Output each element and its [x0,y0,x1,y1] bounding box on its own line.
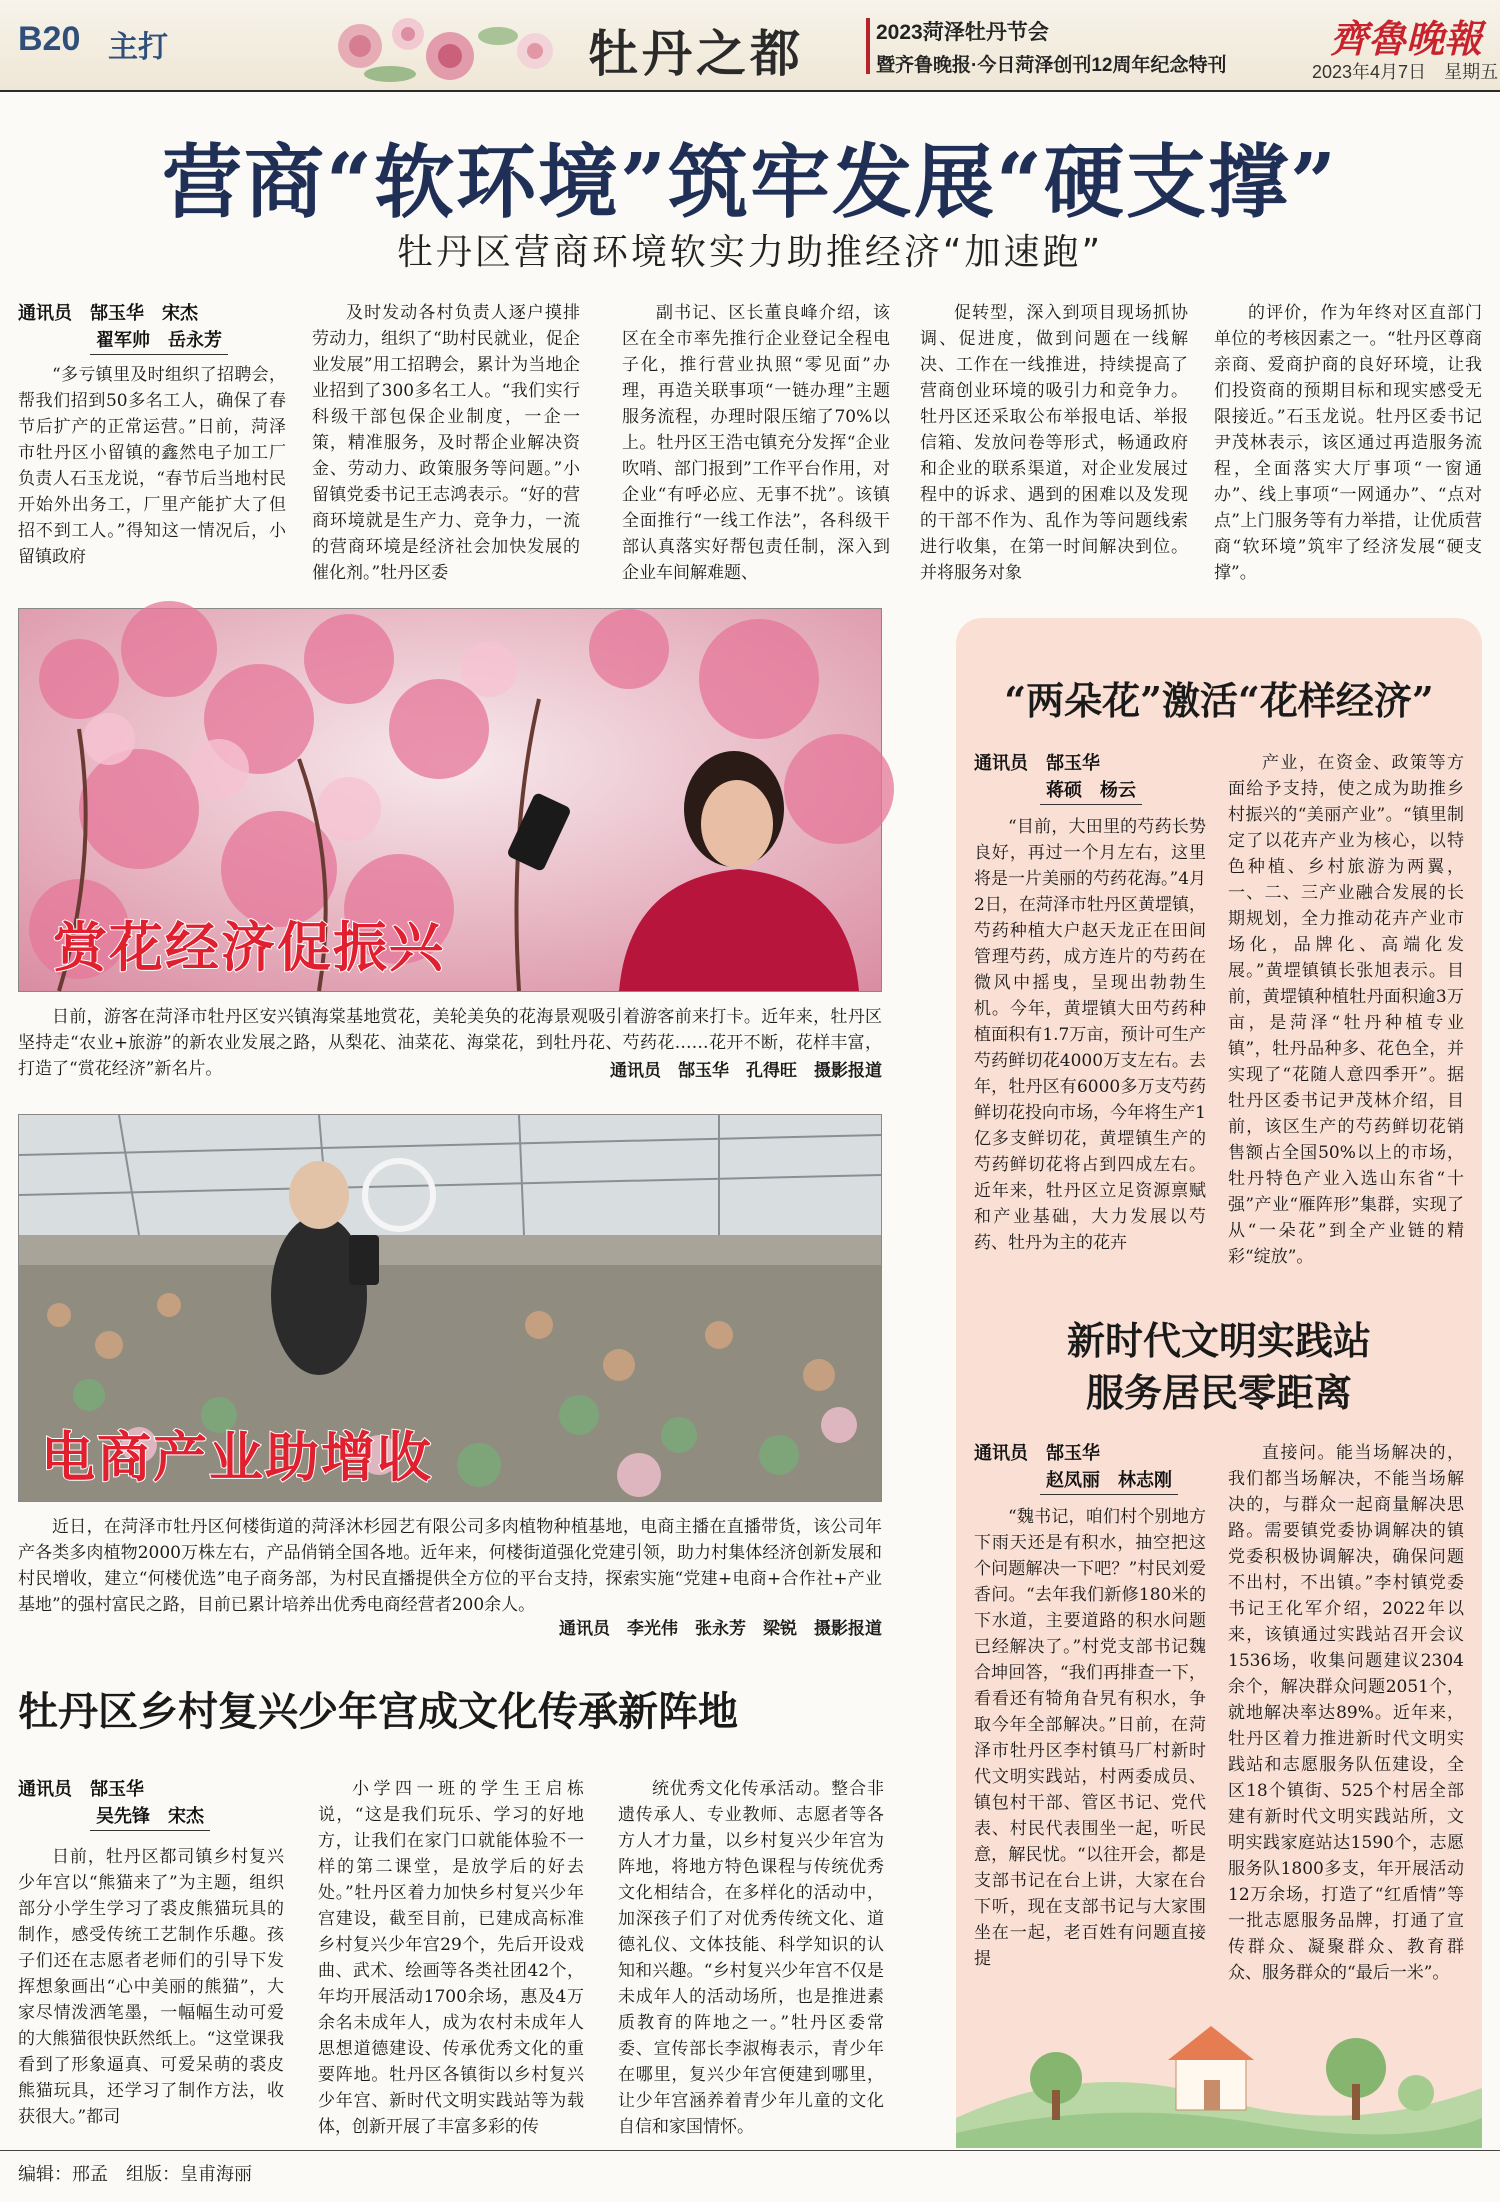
byline-names: 赵凤丽 林志刚 [1040,1467,1178,1495]
right-sidebar-panel [956,618,1482,2148]
byline-names: 吴先锋 宋杰 [90,1803,210,1831]
masthead [0,0,1500,92]
issue-date: 2023年4月7日 星期五 [1312,62,1499,82]
civil-article-title-line2: 服务居民零距离 [1085,1370,1352,1415]
main-headline: 营商“软环境”筑牢发展“硬支撑” [161,135,1339,229]
photo2-credit: 通讯员 李光伟 张永芳 梁锐 摄影报道 [559,1619,882,1638]
byline-names: 翟军帅 岳永芳 [90,327,228,355]
youth-article-column-3: 统优秀文化传承活动。整合非遗传承人、专业教师、志愿者等各方人才力量，以乡村复兴少年宫为阵地，将地方特色课程与传统优秀文化相结合，在多样化的活动中，加深孩子们了对优秀传统文化、道德礼仪、文体技能、科学知识的认知和兴趣。“乡村复兴少年宫不仅是未成年人的活动场所，也是推进素质教育的阵地之一。”牡丹区委常委、宣传部长李淑梅表示，青少年在哪里，复兴少年宫便建到哪里，让少年宫涵养着青少年儿童的文化自信和家国情怀。 [618,1779,884,2137]
column-title: 牡丹之都 [588,24,804,83]
civil-article-title-line1: 新时代文明实践站 [1066,1318,1371,1363]
lead-article-column-5: 的评价，作为年终对区直部门单位的考核因素之一。“牡丹区尊商亲商、爱商护商的良好环境，让我们投资商的预期目标和现实感受无限接近。”石玉龙说。牡丹区委书记尹茂林表示，该区通过再造服务流程，全面落实大厅事项“一窗通办”、线上事项“一网通办”、“点对点”上门服务等有力举措，让优质营商“软环境”筑牢了经济发展“硬支撑”。 [1214,303,1482,583]
special-accent-bar [866,18,870,74]
byline-label: 通讯员 郜玉华 [18,1779,144,1799]
byline-names: 蒋硕 杨云 [1040,777,1142,805]
lead-article-column-4: 促转型，深入到项目现场抓协调、促进度，做到问题在一线解决、工作在一线推进，持续提高了营商创业环境的吸引力和竞争力。牡丹区还采取公布举报电话、举报信箱、发放问卷等形式，畅通政府和企业的联系渠道，对企业发展过程中的诉求、遇到的困难以及发现的干部不作为、乱作为等问题线索进行收集，在第一时间解决到位。并将服务对象 [920,303,1188,583]
lead-article-column-3: 副书记、区长董良峰介绍，该区在全市率先推行企业登记全程电子化，推行营业执照“零见面”办理，再造关联事项“一链办理”主题服务流程，办理时限压缩了70%以上。牡丹区王浩屯镇充分发挥“企业吹哨、部门报到”工作平台作用，对企业“有呼必应、无事不扰”。该镇全面推行“一线工作法”，各科级干部认真落实好帮包责任制，深入到企业车间解难题、 [622,303,890,583]
photo1-credit: 通讯员 郜玉华 孔得旺 摄影报道 [610,1061,882,1080]
civil-byline [974,1440,1214,1495]
youth-article-title: 牡丹区乡村复兴少年宫成文化传承新阵地 [18,1688,738,1735]
section-name: 主打 [108,30,168,65]
youth-article-column-2: 小学四一班的学生王启栋说，“这是我们玩乐、学习的好地方，让我们在家门口就能体验不一样的第二课堂，是放学后的好去处。”牡丹区着力加快乡村复兴少年宫建设，截至目前，已建成高标准乡村复兴少年宫29个，先后开设戏曲、武术、绘画等各类社团42个，年均开展活动1700余场，惠及4万余名未成年人，成为农村未成年人思想道德建设、传承优秀文化的重要阵地。牡丹区各镇街以乡村复兴少年宫、新时代文明实践站等为载体，创新开展了丰富多彩的传 [318,1779,584,2137]
photo1-caption: 日前，游客在菏泽市牡丹区安兴镇海棠基地赏花，美轮美奂的花海景观吸引着游客前来打卡。近年来，牡丹区坚持走“农业+旅游”的新农业发展之路，从梨花、油菜花、海棠花，到牡丹花、芍药花……花开不断，花样丰富，打造了“赏花经济”新名片。 [18,1007,882,1079]
flowers-byline [974,750,1214,805]
photo-flower-tourist [18,608,882,992]
special-edition-line2: 暨齐鲁晚报·今日菏泽创刊12周年纪念特刊 [876,55,1227,76]
civil-column-1: “魏书记，咱们村个别地方下雨天还是有积水，抽空把这个问题解决一下吧？”村民刘爱香问。“去年我们新修180米的下水道，主要道路的积水问题已经解决了。”村党支部书记魏合坤回答，“我们再排查一下，看看还有犄角旮旯有积水，争取今年全部解决。”日前，在菏泽市牡丹区李村镇马厂村新时代文明实践站，村两委成员、镇包村干部、管区书记、党代表、村民代表围坐一起，听民意，解民忧。“以往开会，都是支部书记在台上讲，大家在台下听，现在支部书记与大家围坐在一起，老百姓有问题直接提 [974,1507,1206,1969]
photo2-caption: 近日，在菏泽市牡丹区何楼街道的菏泽沐杉园艺有限公司多肉植物种植基地，电商主播在直播带货，该公司年产各类多肉植物2000万株左右，产品俏销全国各地。近年来，何楼街道强化党建引领，助力村集体经济创新发展和村民增收，建立“何楼优选”电子商务部，为村民直播提供全方位的平台支持，探索实施“党建+电商+合作社+产业基地”的强村富民之路，目前已累计培养出优秀电商经营者200余人。 [18,1517,882,1615]
flowers-column-2: 产业，在资金、政策等方面给予支持，使之成为助推乡村振兴的“美丽产业”。“镇里制定了以花卉产业为核心，以特色种植、乡村旅游为两翼，一、二、三产业融合发展的长期规划，全力推动花卉产业市场化，品牌化、高端化发展。”黄堽镇镇长张旭表示。目前，黄堽镇种植牡丹面积逾3万亩，是菏泽“牡丹种植专业镇”，牡丹品种多、花色全，并实现了“花随人意四季开”。据牡丹区委书记尹茂林介绍，目前，该区生产的芍药鲜切花销售额占全国50%以上的市场，牡丹特色产业入选山东省“十强”产业“雁阵形”集群，实现了从“一朵花”到全产业链的精彩“绽放”。 [1228,753,1464,1267]
byline-label: 通讯员 郜玉华 [974,1443,1100,1463]
photo1-overlay-title: 赏花经济促振兴 [53,915,445,979]
page-number: B20 [18,20,81,58]
lead-article-column-2: 及时发动各村负责人逐户摸排劳动力，组织了“助村民就业，促企业发展”用工招聘会，累计为当地企业招到了300多名工人。“我们实行科级干部包保企业制度，一企一策，精准服务，及时帮企业解决资金、劳动力、政策服务等问题。”小留镇党委书记王志鸿表示。“好的营商环境就是生产力、竞争力，一流的营商环境是经济社会加快发展的催化剂。”牡丹区委 [312,303,580,583]
sub-headline: 牡丹区营商环境软实力助推经济“加速跑” [396,232,1104,273]
editor-credit: 编辑：邢孟 组版：皇甫海丽 [18,2164,252,2184]
flowers-article-title: “两朵花”激活“花样经济” [1004,678,1434,723]
byline-label: 通讯员 郜玉华 宋杰 [18,303,198,323]
youth-byline [18,1776,288,1831]
photo2-overlay-title: 电商产业助增收 [41,1425,433,1489]
flowers-column-1: “目前，大田里的芍药长势良好，再过一个月左右，这里将是一片美丽的芍药花海。”4月2日，在菏泽市牡丹区黄堽镇，芍药种植大户赵天龙正在田间管理芍药，成方连片的芍药在微风中摇曳，呈现出勃勃生机。今年，黄堽镇大田芍药种植面积有1.7万亩，预计可生产芍药鲜切花4000万支左右。去年，牡丹区有6000多万支芍药鲜切花投向市场，今年将生产1亿多支鲜切花，黄堽镇生产的芍药鲜切花将占到四成左右。近年来，牡丹区立足资源禀赋和产业基础，大力发展以芍药、牡丹为主的花卉 [974,817,1207,1253]
photo-succulent-livestream [18,1114,882,1502]
lead-article-column-1: “多亏镇里及时组织了招聘会，帮我们招到50多名工人，确保了春节后扩产的正常运营。”日前，菏泽市牡丹区小留镇的鑫然电子加工厂负责人石玉龙说，“春节后当地村民开始外出务工，厂里产能扩大了但招不到工人。”得知这一情况后，小留镇政府 [18,365,286,567]
byline-label: 通讯员 郜玉华 [974,753,1100,773]
special-edition-line1: 2023菏泽牡丹节会 [876,21,1049,44]
footer-rule [0,2150,1500,2151]
village-landscape-icon [956,1998,1482,2148]
youth-article-column-1: 日前，牡丹区都司镇乡村复兴少年宫以“熊猫来了”为主题，组织部分小学生学习了裘皮熊猫玩具的制作，感受传统工艺制作乐趣。孩子们还在志愿者老师们的引导下发挥想象画出“心中美丽的熊猫”，大家尽情泼洒笔墨，一幅幅生动可爱的大熊猫很快跃然纸上。“这堂课我看到了形象逼真、可爱呆萌的裘皮熊猫玩具，还学习了制作方法，收获很大。”都司 [18,1847,284,2127]
lead-byline [18,300,288,355]
newspaper-logo: 齊魯晚報 [1330,16,1483,61]
civil-column-2: 直接问。能当场解决的，我们都当场解决，不能当场解决的，与群众一起商量解决思路。需要镇党委协调解决的镇党委积极协调解决，确保问题不出村，不出镇。”李村镇党委书记王化军介绍，2022年以来，该镇通过实践站召开会议1536场，收集问题建议2304余个，解决群众问题2051个，就地解决率达89%。近年来，牡丹区着力推进新时代文明实践站和志愿服务队伍建设，全区18个镇街、525个村居全部建有新时代文明实践站所，文明实践家庭站达1590个，志愿服务队1800多支，年开展活动12万余场，打造了“红盾情”等一批志愿服务品牌，打通了宣传群众、凝聚群众、教育群众、服务群众的“最后一米”。 [1228,1443,1464,1983]
